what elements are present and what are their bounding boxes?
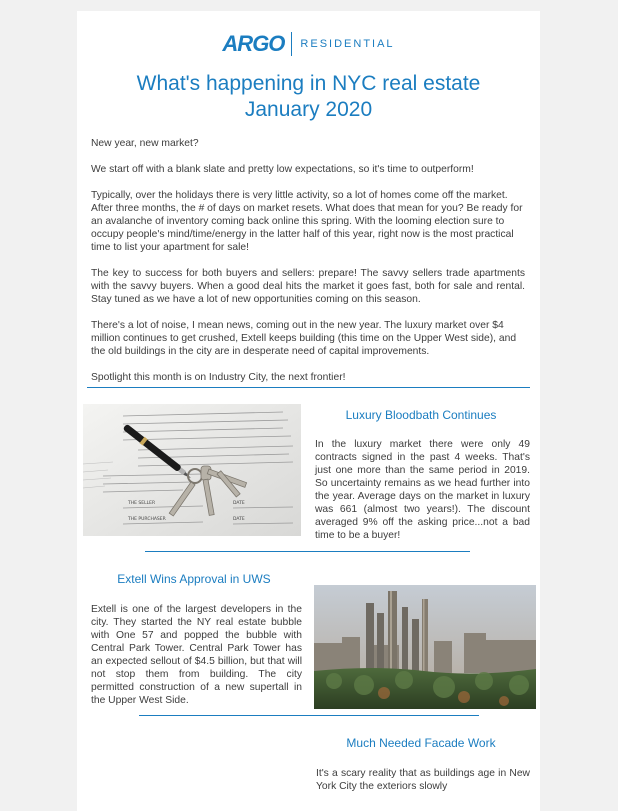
logo-divider — [291, 32, 292, 56]
intro-text — [91, 137, 525, 397]
section-divider — [145, 551, 470, 552]
image-label-seller: THE SELLER — [128, 501, 156, 506]
intro-paragraph: There's a lot of noise, I mean news, coming out in the new year. The luxury market over $4 million continues to get crushed, Extell keeps building (this time on the Upper West side), and the old buildings in the city are in desperate need of capital improvements. — [91, 320, 517, 357]
section-title[interactable]: Luxury Bloodbath Continues — [345, 408, 497, 422]
brand-logo[interactable] — [77, 31, 540, 57]
section-body: It's a scary reality that as buildings age in New York City the exteriors slowly — [316, 768, 530, 792]
section-divider — [87, 387, 530, 388]
newsletter-card — [77, 11, 540, 811]
contract-photo — [83, 404, 301, 536]
title-line-2: January 2020 — [244, 98, 373, 121]
intro-paragraph: Spotlight this month is on Industry City, the next frontier! — [91, 372, 346, 383]
intro-paragraph: The key to success for both buyers and sellers: prepare! The savvy sellers trade apartments with the savvy buyers. When a good deal hits the market it goes fast, both for sale and rental. Stay tuned as we have a lot of new opportunities coming on this season. — [91, 268, 525, 305]
section-title[interactable]: Extell Wins Approval in UWS — [117, 572, 271, 586]
image-label-date: DATE — [233, 501, 245, 506]
skyline-photo — [314, 585, 536, 709]
section-body: In the luxury market there were only 49 contracts signed in the past 4 weeks. That's just one more than the same period in 2019. So uncertainty remains as we head further into the year. Average days on the market in luxury was 661 (almost two years!). The discount averaged 9% off the asking price...not a bad time to be a buyer! — [315, 439, 530, 541]
central-park-skyline-image — [314, 585, 536, 709]
contract-keys-image — [83, 404, 301, 536]
section-divider — [139, 715, 479, 716]
image-label-date: DATE — [233, 517, 245, 522]
title-line-1: What's happening in NYC real estate — [136, 72, 481, 95]
image-label-purchaser: THE PURCHASER — [128, 517, 166, 522]
intro-paragraph: We start off with a blank slate and pretty low expectations, so it's time to outperform! — [91, 164, 474, 175]
intro-paragraph: New year, new market? — [91, 138, 199, 149]
section-body: Extell is one of the largest developers in the city. They started the NY real estate bubble with One 57 and popped the bubble with Central Park Tower. Central Park Tower has an expected sellout of $4.5 billion, but that will not stop them from building. The city permitted construction of a new supertall in the Upper West Side. — [91, 604, 302, 706]
intro-paragraph: Typically, over the holidays there is very little activity, so a lot of homes come off the market. After three months, the # of days on market resets. What does that mean for you? Be ready for an avalanche of inventory coming back online this spring. With the looming election sure to occupy people's mind/time/energy in the latter half of this year, right now is the most practical time to list your apartment for sale! — [91, 190, 523, 253]
page-title — [77, 71, 540, 123]
section-title[interactable]: Much Needed Facade Work — [346, 736, 496, 750]
brand-mark: ARGO — [222, 31, 285, 56]
brand-subtitle: RESIDENTIAL — [300, 38, 395, 50]
